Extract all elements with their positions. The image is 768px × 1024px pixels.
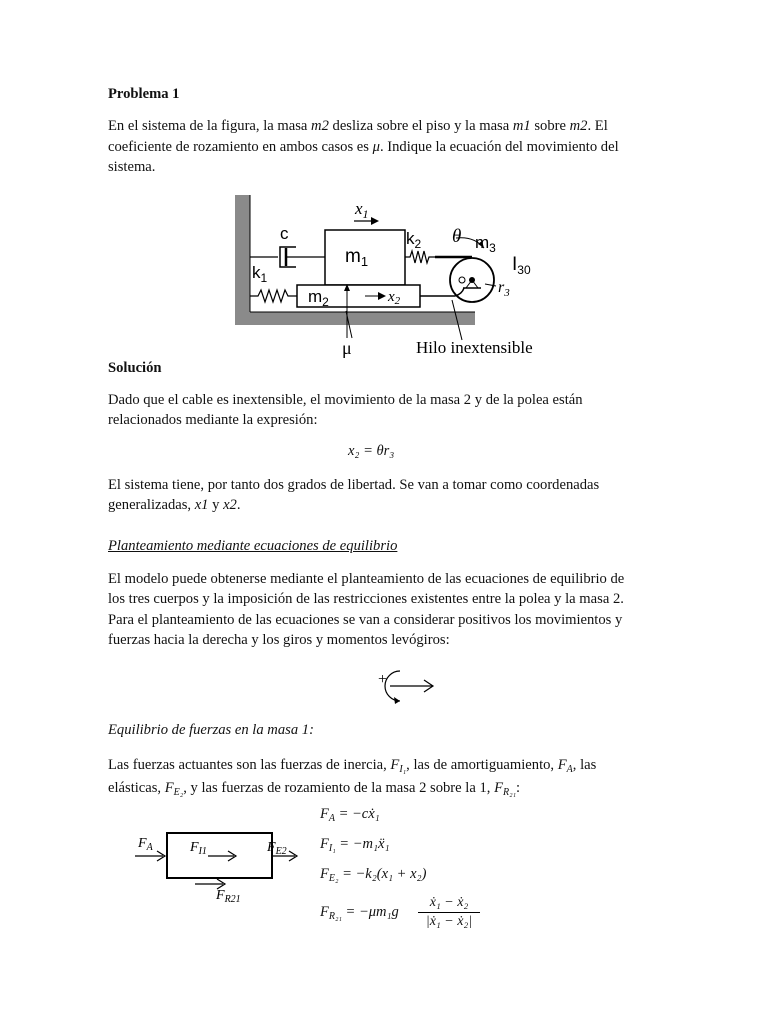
section1-line4: fuerzas hacia la derecha y los giros y momentos levógiros: xyxy=(108,632,450,648)
section-equilibrio-heading: Planteamiento mediante ecuaciones de equilibrio xyxy=(108,538,398,554)
label-I30: $I_{30}$ xyxy=(512,254,531,277)
label-m1: $m_1$ xyxy=(345,246,369,269)
solution-p2-line1: El sistema tiene, por tanto dos grados de libertad. Se van a tomar como coordenadas xyxy=(108,477,600,493)
solution-p2-line2: generalizadas, x1 y x2. xyxy=(108,497,241,513)
section2-line2: elásticas, $F_{E_2}$, y las fuerzas de rozamiento de la masa 2 sobre la 1, $F_{R_{21}}$: xyxy=(108,780,521,798)
section1-line2: los tres cuerpos y la imposición de las restricciones existentes entre la polea y la masa 2. xyxy=(108,591,624,607)
section2-line1: Las fuerzas actuantes son las fuerzas de inercia, $F_{I_1}$, las de amortiguamiento, $F_A$, las xyxy=(108,757,597,775)
solution-heading: Solución xyxy=(108,360,162,376)
label-c: c xyxy=(280,224,289,243)
label-mu: μ xyxy=(342,338,352,358)
label-k2: $k_2$ xyxy=(406,229,422,251)
problem-title: Problema 1 xyxy=(108,86,180,102)
equation-FR21: $F_{R_{21}} = -\mu m_1g$ xyxy=(320,904,399,922)
mechanical-system-figure xyxy=(230,190,560,365)
label-hilo: Hilo inextensible xyxy=(416,338,533,357)
solution-p1-line1: Dado que el cable es inextensible, el movimiento de la masa 2 y de la polea están xyxy=(108,392,583,408)
fbd-label-FE2: $F_{E2}$ xyxy=(267,840,287,857)
statement-line-1: En el sistema de la figura, la masa m2 desliza sobre el piso y la masa m1 sobre m2. El xyxy=(108,118,608,134)
section-mass1-heading: Equilibrio de fuerzas en la masa 1: xyxy=(108,722,314,738)
sign-convention-icon xyxy=(370,666,440,706)
free-body-diagram-mass1 xyxy=(130,830,300,910)
fbd-label-FR21: $F_{R21}$ xyxy=(216,888,241,905)
label-x1: $x_1$ xyxy=(355,199,369,221)
wall xyxy=(235,195,250,325)
label-r3: $r_3$ xyxy=(498,279,510,299)
plus-sign: + xyxy=(378,671,388,688)
statement-line-3: sistema. xyxy=(108,159,156,175)
section1-line3: Para el planteamiento de las ecuaciones se van a considerar positivos los movimientos y xyxy=(108,612,623,628)
fraction-numerator: ẋ₁ − ẋ₂ xyxy=(418,894,480,913)
equation-FA: $F_A$ = −cẋ₁ xyxy=(320,806,380,824)
label-theta: θ xyxy=(452,226,462,247)
label-x2: $x_2$ xyxy=(388,289,401,307)
fbd-label-FI1: $F_{I1}$ xyxy=(190,840,207,857)
spring-k2 xyxy=(405,251,435,263)
statement-line-2: coeficiente de rozamiento en ambos casos es μ. Indique la ecuación del movimiento del xyxy=(108,139,619,155)
spring-k1 xyxy=(250,290,297,302)
label-m3: $m_3$ xyxy=(475,233,496,255)
fbd-label-FA: $F_A$ xyxy=(138,836,153,853)
fraction-denominator: |ẋ₁ − ẋ₂| xyxy=(425,914,473,929)
floor xyxy=(235,312,475,325)
equation-FE2: $F_{E_2} = -k_2(x_1 + x_2)$ xyxy=(320,866,427,884)
fraction-friction xyxy=(418,894,480,931)
equation-x2-theta-r3: x₂ = θr₃ xyxy=(348,443,395,459)
solution-p1-line2: relacionados mediante la expresión: xyxy=(108,412,318,428)
equation-FI1: $F_{I_1}$ = −m₁ẍ₁ xyxy=(320,836,390,854)
section1-line1: El modelo puede obtenerse mediante el planteamiento de las ecuaciones de equilibrio de xyxy=(108,571,625,587)
label-m2: $m_2$ xyxy=(308,287,329,309)
label-k1: $k_1$ xyxy=(252,263,268,285)
